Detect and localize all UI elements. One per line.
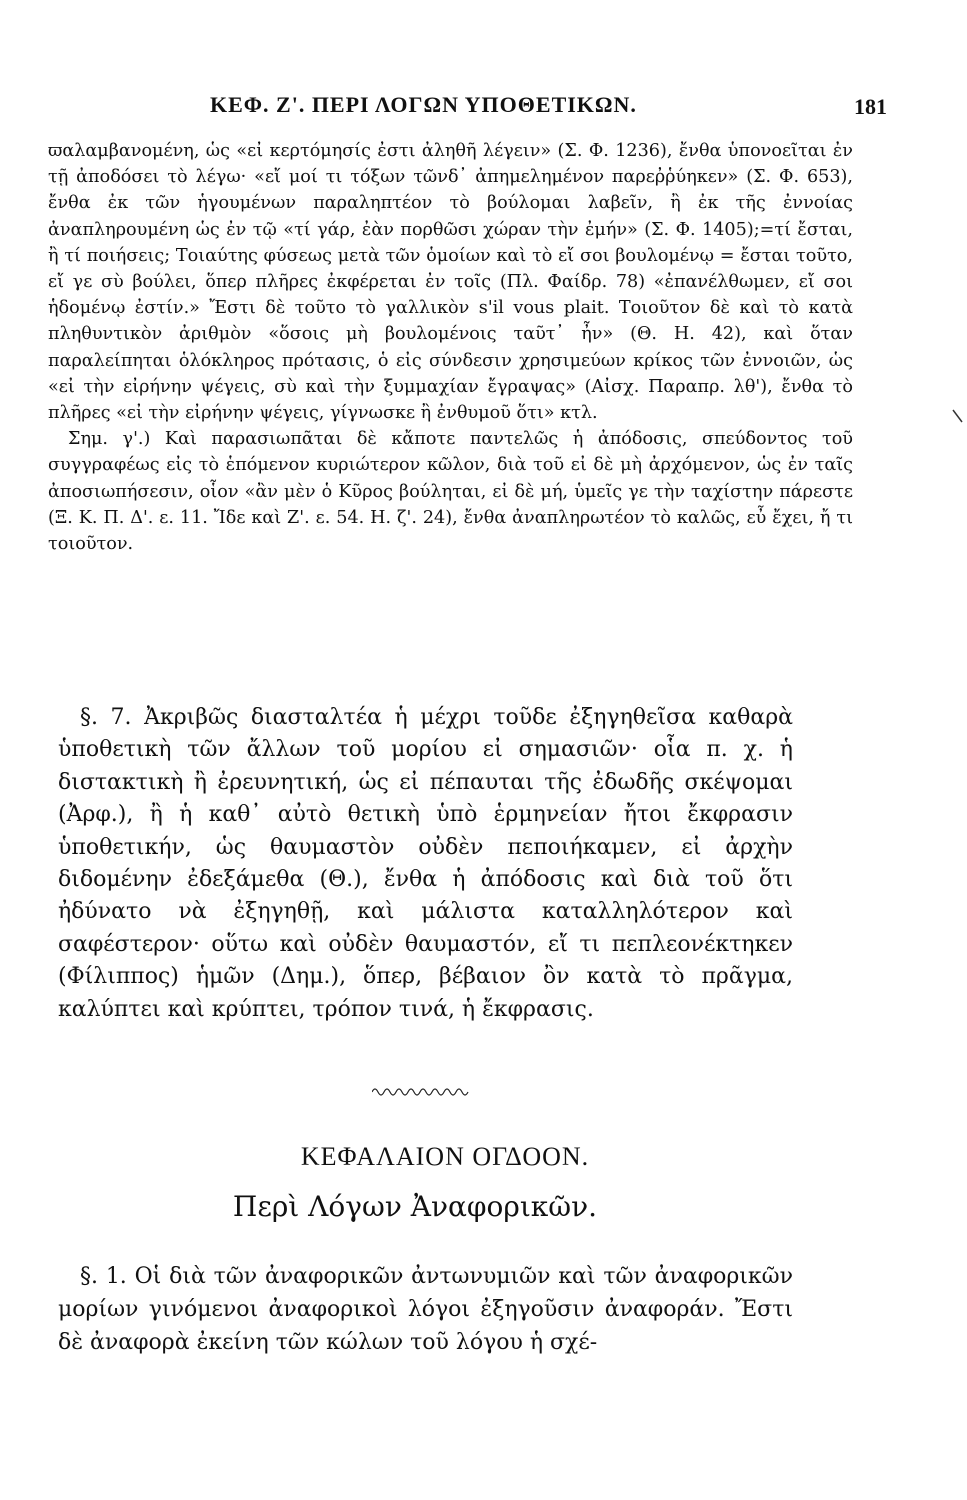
running-head-title: ΚΕΦ. Ζ'. ΠΕΡΙ ΛΟΓΩΝ ΥΠΟΘΕΤΙΚΩΝ.: [210, 92, 637, 117]
margin-tick-mark: [952, 408, 964, 426]
small-paragraph-2: Σημ. γ'.) Καὶ παρασιωπᾶται δὲ κἄποτε παντελῶς ἡ ἀπόδοσις, σπεύδοντος τοῦ συγγραφέως εἰς τὸ ἑπόμενον κυριώτερον κῶλον, διὰ τοῦ εἰ δὲ μὴ ἀρχόμενον, ὡς ἐν ταῖς ἀποσιωπήσεσιν, οἷον «ἂν μὲν ὁ Κῦρος βούληται, εἰ δὲ μή, ὑμεῖς γε τὴν ταχίστην πάρεστε (Ξ. Κ. Π. Δ'. ε. 11. Ἴδε καὶ Ζ'. ε. 54. Η. ζ'. 24), ἔνθα ἀναπληρωτέον τὸ καλῶς, εὖ ἔχει, ἤ τι τοιοῦτον.: [48, 429, 853, 555]
footnote-text-block: [48, 138, 853, 557]
chapter-subtitle: Περὶ Λόγων Ἀναφορικῶν.: [232, 1190, 598, 1223]
main-text-block: [58, 702, 793, 1026]
section-1-paragraph: §. 1. Οἱ διὰ τῶν ἀναφορικῶν ἀντωνυμιῶν καὶ τῶν ἀναφορικῶν μορίων γινόμενοι ἀναφορικοὶ λόγοι ἐξηγοῦσιν ἀναφοράν. Ἔστι δὲ ἀναφορὰ ἐκείνη τῶν κώλων τοῦ λόγου ἡ σχέ-: [58, 1264, 793, 1355]
chapter-section-block: [58, 1260, 793, 1359]
wavy-rule-ornament: [372, 1082, 472, 1102]
section-7-paragraph: §. 7. Ἀκριβῶς διασταλτέα ἡ μέχρι τοῦδε ἐξηγηθεῖσα καθαρὰ ὑποθετικὴ τῶν ἄλλων τοῦ μορίου εἰ σημασιῶν· οἷα π. χ. ἡ διστακτικὴ ἢ ἐρευνητική, ὡς εἰ πέπαυται τῆς ἐδωδῆς σκέψομαι (Ἀρφ.), ἢ ἡ καθ᾽ αὐτὸ θετικὴ ὑπὸ ἑρμηνείαν ἤτοι ἔκφρασιν ὑποθετικήν, ὡς θαυμαστὸν οὐδὲν πεποιήκαμεν, εἰ ἀρχὴν διδομένην ἐδεξάμεθα (Θ.), ἔνθα ἡ ἀπόδοσις καὶ διὰ τοῦ ὅτι ἠδύνατο νὰ ἐξηγηθῇ, καὶ μάλιστα καταλληλότερον καὶ σαφέστερον· οὕτω καὶ οὐδὲν θαυμαστόν, εἴ τι πεπλεονέκτηκεν (Φίλιππος) ἡμῶν (Δημ.), ὅπερ, βέβαιον ὂν κατὰ τὸ πρᾶγμα, καλύπτει καὶ κρύπτει, τρόπον τινά, ἡ ἔκφρασις.: [58, 705, 793, 1022]
running-head: [210, 92, 887, 122]
small-paragraph-1: ϖαλαμβανομένη, ὡς «εἰ κερτόμησίς ἐστι ἀληθῆ λέγειν» (Σ. Φ. 1236), ἔνθα ὑπονοεῖται ἐν τῇ ἀποδόσει τὸ λέγω· «εἴ μοί τι τόξων τῶνδ᾽ ἀπημελημένον παρεῤῥύηκεν» (Σ. Φ. 653), ἔνθα ἐκ τῶν ἡγουμένων παραληπτέον τὸ βούλομαι λαβεῖν, ἢ ἐκ τῆς ἐννοίας ἀναπληρουμένη ὡς ἐν τῷ «τί γάρ, ἐὰν πορθῶσι χώραν τὴν ἐμήν» (Σ. Φ. 1405);=τί ἔσται, ἢ τί ποιήσεις; Τοιαύτης φύσεως μετὰ τῶν ὁμοίων καὶ τὸ εἴ σοι βουλομένῳ = ἔσται τοῦτο, εἴ γε σὺ βούλει, ὅπερ πλῆρες ἐκφέρεται ἐν τοῖς (Πλ. Φαίδρ. 78) «ἐπανέλθωμεν, εἴ σοι ἡδομένῳ ἐστίν.» Ἔστι δὲ τοῦτο τὸ γαλλικὸν s'il vous plait. Τοιοῦτον δὲ καὶ τὸ κατὰ πληθυντικὸν ἀριθμὸν «ὅσοις μὴ βουλομένοις ταῦτ᾽ ἦν» (Θ. Η. 42), καὶ ὅταν παραλείπηται ὁλόκληρος πρότασις, ὁ εἰς σύνδεσιν χρησιμεύων κρίκος τῶν ἐννοιῶν, ὡς «εἰ τὴν εἰρήνην ψέγεις, σὺ καὶ τὴν ξυμμαχίαν ἔγραψας» (Αἰσχ. Παραπρ. λθ'), ἔνθα τὸ πλῆρες «εἰ τὴν εἰρήνην ψέγεις, γίγνωσκε ἢ ἐνθυμοῦ ὅτι» κτλ.: [48, 141, 853, 424]
chapter-heading: ΚΕΦΑΛΑΙΟΝ ΟΓΔΟΟΝ.: [300, 1142, 590, 1171]
page-number: 181: [854, 94, 887, 119]
